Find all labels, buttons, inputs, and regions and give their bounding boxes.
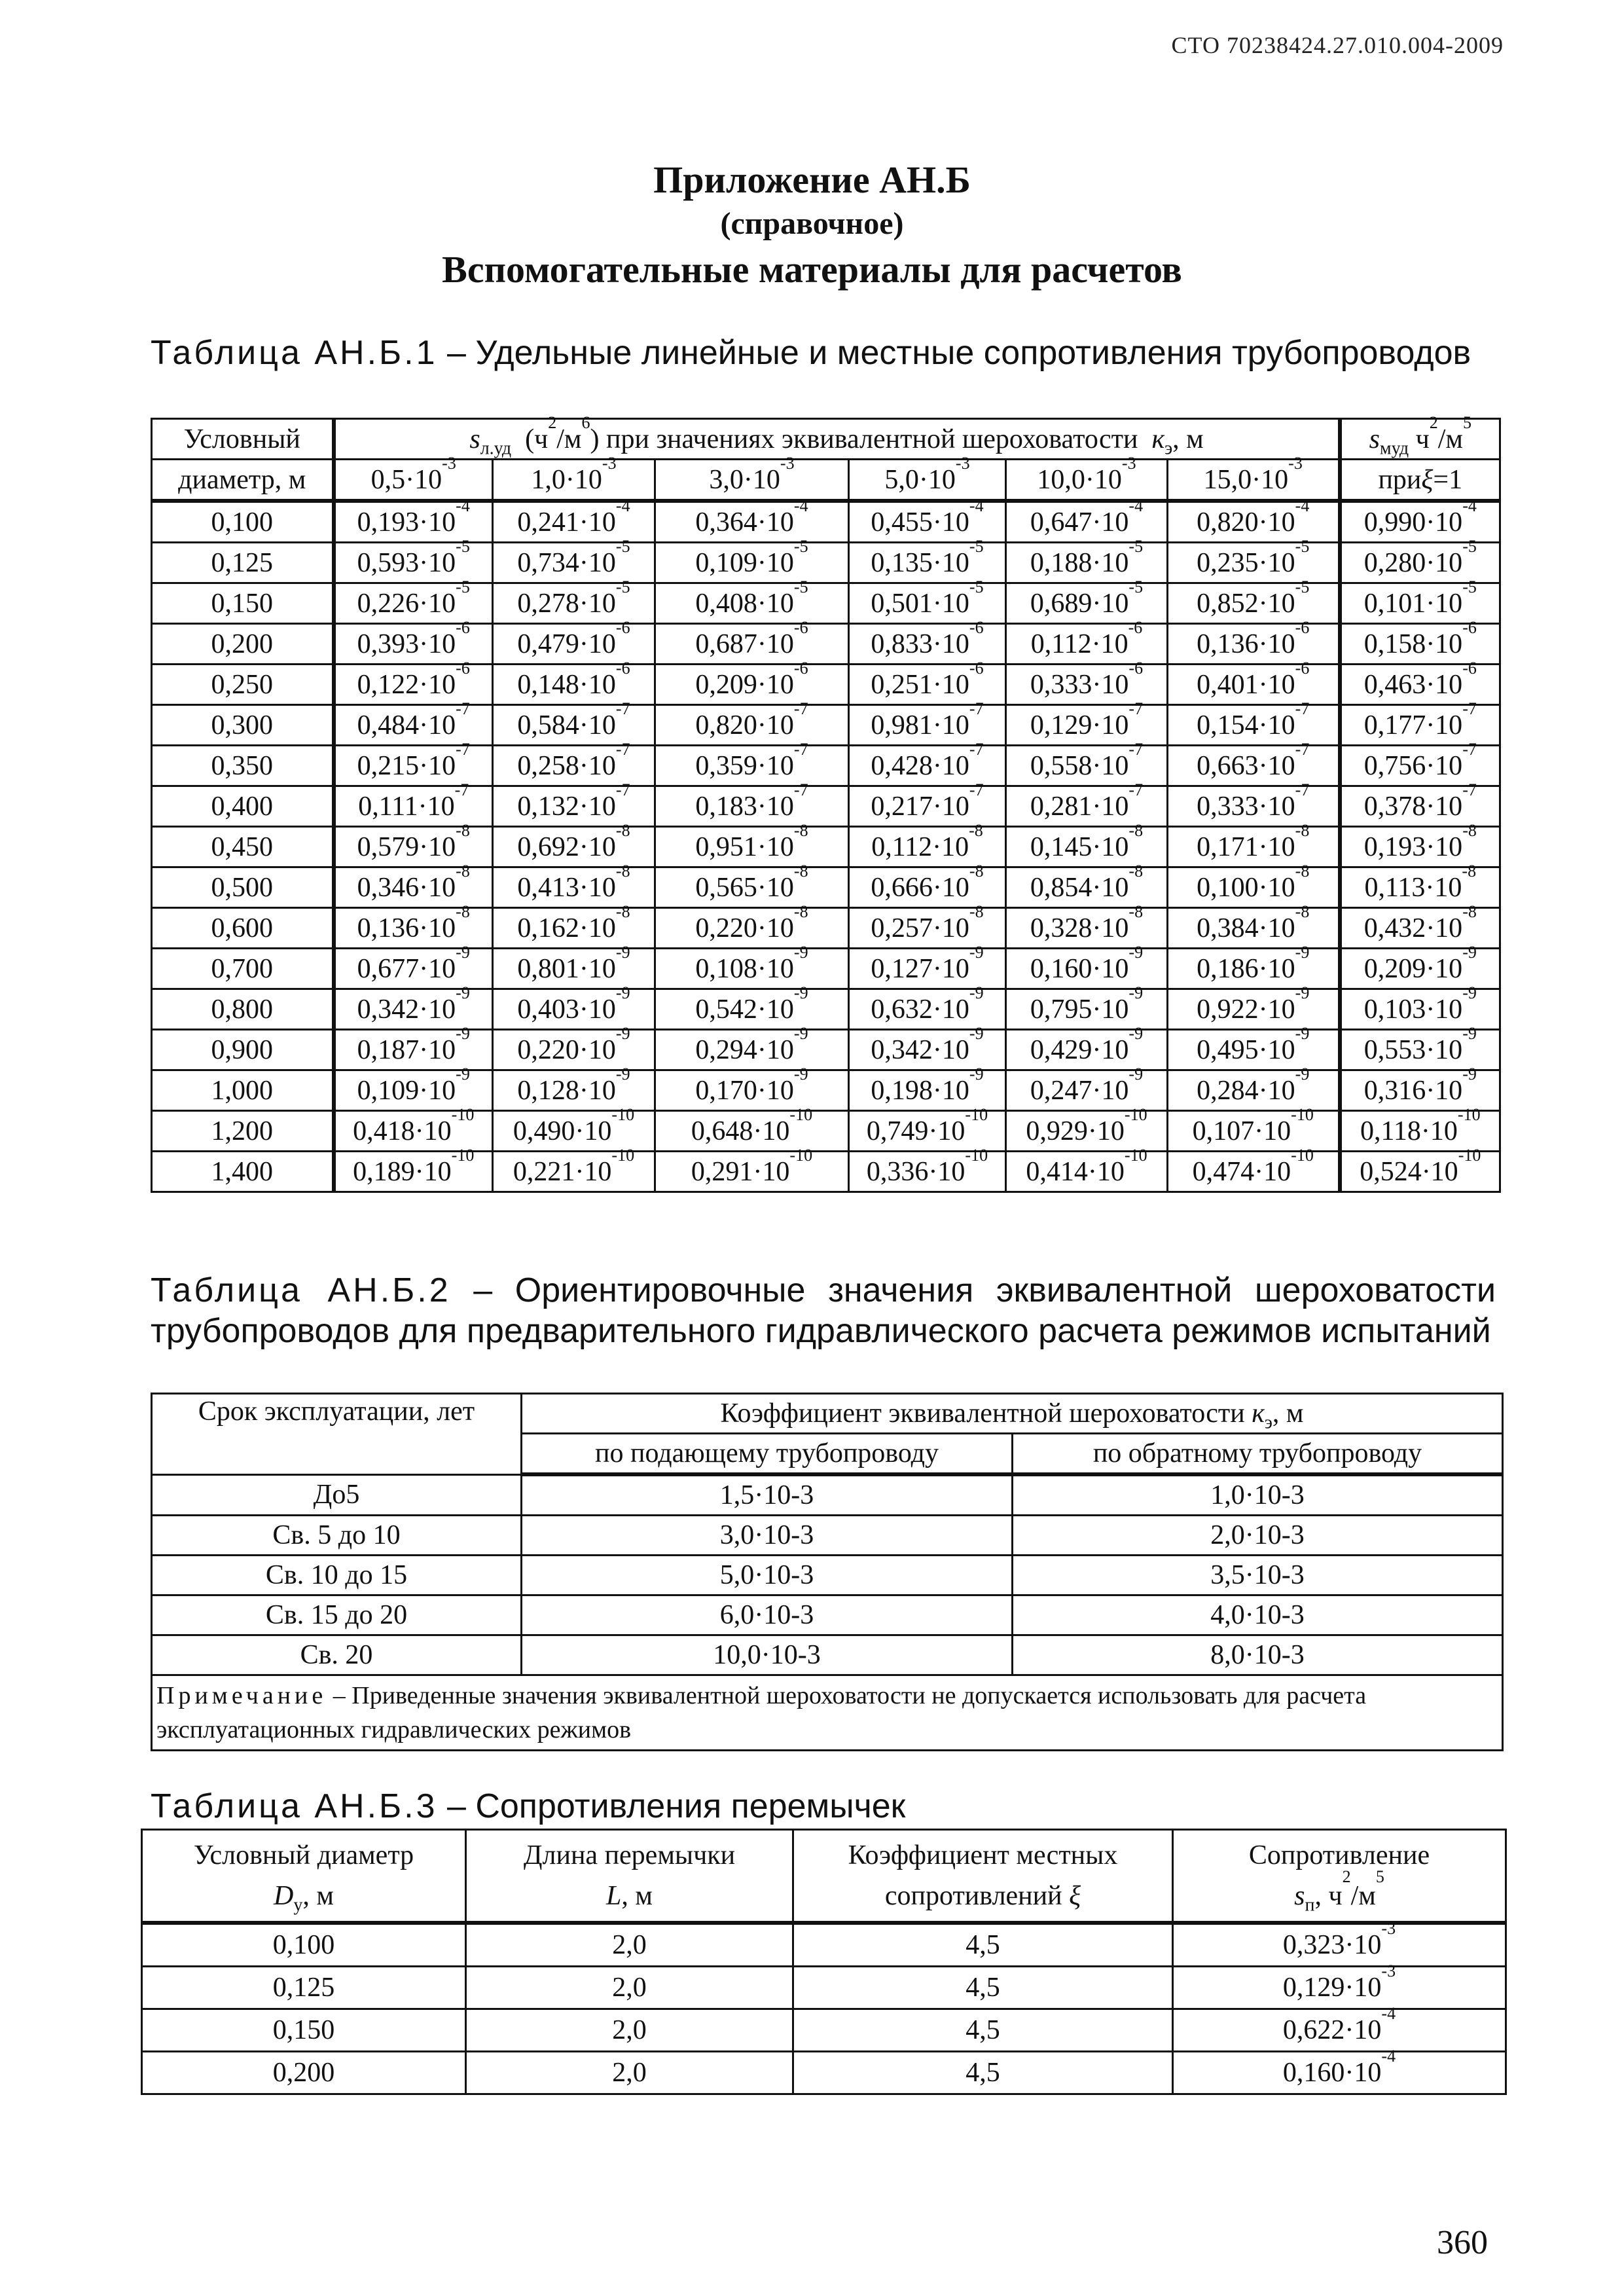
t1-value: $0,170\cdot 10^{-9}$ (655, 1070, 849, 1111)
t1-value: $0,384\cdot 10^{-8}$ (1168, 908, 1340, 949)
t3-head-diameter: Условный диаметр $D_у$, м (142, 1830, 466, 1923)
t1-row (152, 1152, 1500, 1192)
t1-value: $0,281\cdot 10^{-7}$ (1006, 786, 1168, 827)
t1-head-diameter-2: диаметр, м (152, 460, 334, 501)
t1-value: $0,852\cdot 10^{-5}$ (1168, 583, 1340, 624)
t1-value: $0,951\cdot 10^{-8}$ (655, 827, 849, 867)
t1-value: $0,929\cdot 10^{-10}$ (1006, 1111, 1168, 1152)
t1-value: $0,294\cdot 10^{-9}$ (655, 1030, 849, 1070)
t3-d: 0,200 (142, 2052, 466, 2094)
t1-value: $0,177\cdot 10^{-7}$ (1340, 705, 1500, 746)
t3-len: 2,0 (466, 1923, 793, 1967)
t2-supply: 1,5·10-3 (522, 1474, 1013, 1516)
t3-coef: 4,5 (793, 2009, 1173, 2052)
t1-value: $0,495\cdot 10^{-9}$ (1168, 1030, 1340, 1070)
table1-caption (151, 333, 1496, 373)
t1-value: $0,158\cdot 10^{-6}$ (1340, 624, 1500, 665)
t1-value: $0,215\cdot 10^{-7}$ (334, 746, 493, 786)
t1-value: $0,109\cdot 10^{-5}$ (655, 543, 849, 583)
t1-value: $0,501\cdot 10^{-5}$ (849, 583, 1006, 624)
table3-caption-text: – Сопротивления перемычек (437, 1787, 906, 1825)
t2-period: Св. 5 до 10 (152, 1516, 522, 1556)
t1-row (152, 501, 1500, 543)
t2-period: Св. 15 до 20 (152, 1595, 522, 1635)
t2-ret: 2,0·10-3 (1013, 1516, 1503, 1556)
t3-row (142, 1923, 1506, 1967)
table3-caption (151, 1786, 1496, 1827)
t2-note (152, 1675, 1503, 1751)
appendix-title: Приложение АН.Б (653, 158, 971, 201)
t1-value: $0,429\cdot 10^{-9}$ (1006, 1030, 1168, 1070)
appendix-kind: (справочное) (720, 206, 904, 241)
t3-row (142, 2052, 1506, 2094)
t1-head-roughness: $1,0\cdot 10^{-3}$ (493, 460, 655, 501)
t1-head-roughness: $3,0\cdot 10^{-3}$ (655, 460, 849, 501)
t1-value: $0,328\cdot 10^{-8}$ (1006, 908, 1168, 949)
t1-value: $0,647\cdot 10^{-4}$ (1006, 501, 1168, 543)
t1-head-roughness: $5,0\cdot 10^{-3}$ (849, 460, 1006, 501)
t1-value: $0,226\cdot 10^{-5}$ (334, 583, 493, 624)
t1-value: $0,346\cdot 10^{-8}$ (334, 867, 493, 908)
t2-period: Св. 10 до 15 (152, 1556, 522, 1595)
t1-value: $0,820\cdot 10^{-7}$ (655, 705, 849, 746)
t2-head-supply: по подающему трубопроводу (522, 1434, 1013, 1475)
t1-value: $0,145\cdot 10^{-8}$ (1006, 827, 1168, 867)
t1-value: $0,795\cdot 10^{-9}$ (1006, 989, 1168, 1030)
t2-supply: 6,0·10-3 (522, 1595, 1013, 1635)
t1-value: $0,107\cdot 10^{-10}$ (1168, 1111, 1340, 1152)
t3-resistance: $0,323\cdot 10^{-3}$ (1173, 1923, 1506, 1967)
t2-row (152, 1556, 1503, 1595)
t3-coef: 4,5 (793, 1967, 1173, 2009)
t1-value: $0,209\cdot 10^{-9}$ (1340, 949, 1500, 989)
t1-value: $0,990\cdot 10^{-4}$ (1340, 501, 1500, 543)
t1-value: $0,663\cdot 10^{-7}$ (1168, 746, 1340, 786)
t1-value: $0,193\cdot 10^{-8}$ (1340, 827, 1500, 867)
table3-caption-label: Таблица АН.Б.3 (151, 1787, 438, 1825)
t1-value: $0,414\cdot 10^{-10}$ (1006, 1152, 1168, 1192)
t1-value: $0,553\cdot 10^{-9}$ (1340, 1030, 1500, 1070)
table2-roughness (151, 1393, 1504, 1751)
t1-head-diameter-1: Условный (152, 419, 334, 460)
t1-value: $0,217\cdot 10^{-7}$ (849, 786, 1006, 827)
t1-diameter: 0,450 (152, 827, 334, 867)
t3-len: 2,0 (466, 2052, 793, 2094)
page-number: 360 (1437, 2224, 1488, 2261)
t1-value: $0,479\cdot 10^{-6}$ (493, 624, 655, 665)
t2-supply: 5,0·10-3 (522, 1556, 1013, 1595)
t2-ret: 3,5·10-3 (1013, 1556, 1503, 1595)
t2-row (152, 1595, 1503, 1635)
t3-len: 2,0 (466, 1967, 793, 2009)
table1-resistances (151, 412, 1501, 1193)
t1-value: $0,474\cdot 10^{-10}$ (1168, 1152, 1340, 1192)
t3-coef: 4,5 (793, 2052, 1173, 2094)
t1-value: $0,418\cdot 10^{-10}$ (334, 1111, 493, 1152)
t1-value: $0,291\cdot 10^{-10}$ (655, 1152, 849, 1192)
t1-value: $0,112\cdot 10^{-8}$ (849, 827, 1006, 867)
t1-diameter: 1,000 (152, 1070, 334, 1111)
t2-ret: 8,0·10-3 (1013, 1635, 1503, 1675)
t1-value: $0,524\cdot 10^{-10}$ (1340, 1152, 1500, 1192)
t1-value: $0,463\cdot 10^{-6}$ (1340, 665, 1500, 705)
t3-resistance: $0,129\cdot 10^{-3}$ (1173, 1967, 1506, 2009)
t1-diameter: 0,125 (152, 543, 334, 583)
t3-resistance: $0,622\cdot 10^{-4}$ (1173, 2009, 1506, 2052)
t1-diameter: 0,400 (152, 786, 334, 827)
t1-diameter: 0,250 (152, 665, 334, 705)
t1-value: $0,316\cdot 10^{-9}$ (1340, 1070, 1500, 1111)
document-code: СТО 70238424.27.010.004-2009 (1171, 32, 1504, 58)
appendix-titles (0, 157, 1624, 295)
t1-head-local: $s_{муд}$ $ч^2/м^5$ (1340, 419, 1500, 460)
t1-value: $0,692\cdot 10^{-8}$ (493, 827, 655, 867)
t3-head-resistance: Сопротивление $s_п$, $ч^2/м^5$ (1173, 1830, 1506, 1923)
t1-head-local-cond: приξ=1 (1340, 460, 1500, 501)
t1-diameter: 0,150 (152, 583, 334, 624)
t1-value: $0,111\cdot 10^{-7}$ (334, 786, 493, 827)
t1-value: $0,186\cdot 10^{-9}$ (1168, 949, 1340, 989)
t1-value: $0,666\cdot 10^{-8}$ (849, 867, 1006, 908)
t1-diameter: 1,400 (152, 1152, 334, 1192)
t1-value: $0,136\cdot 10^{-6}$ (1168, 624, 1340, 665)
t1-value: $0,189\cdot 10^{-10}$ (334, 1152, 493, 1192)
t2-supply: 3,0·10-3 (522, 1516, 1013, 1556)
t1-value: $0,148\cdot 10^{-6}$ (493, 665, 655, 705)
t1-value: $0,579\cdot 10^{-8}$ (334, 827, 493, 867)
t1-value: $0,749\cdot 10^{-10}$ (849, 1111, 1006, 1152)
t1-value: $0,109\cdot 10^{-9}$ (334, 1070, 493, 1111)
t1-value: $0,220\cdot 10^{-9}$ (493, 1030, 655, 1070)
t1-value: $0,632\cdot 10^{-9}$ (849, 989, 1006, 1030)
t1-value: $0,455\cdot 10^{-4}$ (849, 501, 1006, 543)
t1-value: $0,183\cdot 10^{-7}$ (655, 786, 849, 827)
t1-value: $0,132\cdot 10^{-7}$ (493, 786, 655, 827)
t1-value: $0,162\cdot 10^{-8}$ (493, 908, 655, 949)
t1-value: $0,593\cdot 10^{-5}$ (334, 543, 493, 583)
t3-row (142, 2009, 1506, 2052)
t1-value: $0,677\cdot 10^{-9}$ (334, 949, 493, 989)
t1-value: $0,359\cdot 10^{-7}$ (655, 746, 849, 786)
t1-value: $0,432\cdot 10^{-8}$ (1340, 908, 1500, 949)
table2-caption (151, 1270, 1496, 1351)
t1-head-linear: $s_{л.уд}$ $(ч^2/м^6)$ при значениях эквивалентной шероховатости $к_э$, м (334, 419, 1340, 460)
t1-value: $0,428\cdot 10^{-7}$ (849, 746, 1006, 786)
t1-value: $0,648\cdot 10^{-10}$ (655, 1111, 849, 1152)
t1-value: $0,922\cdot 10^{-9}$ (1168, 989, 1340, 1030)
t2-row (152, 1474, 1503, 1516)
t1-value: $0,103\cdot 10^{-9}$ (1340, 989, 1500, 1030)
t2-period: До5 (152, 1474, 522, 1516)
t1-value: $0,198\cdot 10^{-9}$ (849, 1070, 1006, 1111)
table1-caption-label: Таблица АН.Б.1 (151, 334, 438, 372)
t1-value: $0,258\cdot 10^{-7}$ (493, 746, 655, 786)
t1-value: $0,378\cdot 10^{-7}$ (1340, 786, 1500, 827)
t1-value: $0,128\cdot 10^{-9}$ (493, 1070, 655, 1111)
table2-caption-text: – Ориентировочные значения эквивалентной шероховатости трубопроводов для предварительного гидравлического расчета режимов испытаний (151, 1271, 1496, 1350)
t1-value: $0,342\cdot 10^{-9}$ (334, 989, 493, 1030)
t1-value: $0,113\cdot 10^{-8}$ (1340, 867, 1500, 908)
t1-value: $0,193\cdot 10^{-4}$ (334, 501, 493, 543)
t2-ret: 4,0·10-3 (1013, 1595, 1503, 1635)
t1-value: $0,127\cdot 10^{-9}$ (849, 949, 1006, 989)
t1-value: $0,333\cdot 10^{-7}$ (1168, 786, 1340, 827)
t2-supply: 10,0·10-3 (522, 1635, 1013, 1675)
t1-value: $0,333\cdot 10^{-6}$ (1006, 665, 1168, 705)
t3-d: 0,150 (142, 2009, 466, 2052)
t2-ret: 1,0·10-3 (1013, 1474, 1503, 1516)
t1-diameter: 0,800 (152, 989, 334, 1030)
t1-value: $0,280\cdot 10^{-5}$ (1340, 543, 1500, 583)
t1-value: $0,565\cdot 10^{-8}$ (655, 867, 849, 908)
t1-value: $0,129\cdot 10^{-7}$ (1006, 705, 1168, 746)
t1-value: $0,278\cdot 10^{-5}$ (493, 583, 655, 624)
t1-value: $0,188\cdot 10^{-5}$ (1006, 543, 1168, 583)
t1-value: $0,403\cdot 10^{-9}$ (493, 989, 655, 1030)
t2-period: Св. 20 (152, 1635, 522, 1675)
t1-value: $0,221\cdot 10^{-10}$ (493, 1152, 655, 1192)
t1-value: $0,122\cdot 10^{-6}$ (334, 665, 493, 705)
t1-value: $0,981\cdot 10^{-7}$ (849, 705, 1006, 746)
t1-value: $0,209\cdot 10^{-6}$ (655, 665, 849, 705)
t3-coef: 4,5 (793, 1923, 1173, 1967)
t1-value: $0,257\cdot 10^{-8}$ (849, 908, 1006, 949)
t1-value: $0,187\cdot 10^{-9}$ (334, 1030, 493, 1070)
t1-head-roughness: $0,5\cdot 10^{-3}$ (334, 460, 493, 501)
t3-d: 0,125 (142, 1967, 466, 2009)
t1-value: $0,413\cdot 10^{-8}$ (493, 867, 655, 908)
t3-resistance: $0,160\cdot 10^{-4}$ (1173, 2052, 1506, 2094)
t1-diameter: 0,500 (152, 867, 334, 908)
t1-value: $0,854\cdot 10^{-8}$ (1006, 867, 1168, 908)
appendix-name: Вспомогательные материалы для расчетов (442, 248, 1182, 291)
t2-row (152, 1635, 1503, 1675)
t1-value: $0,484\cdot 10^{-7}$ (334, 705, 493, 746)
t1-diameter: 0,700 (152, 949, 334, 989)
t2-head-period: Срок эксплуатации, лет (152, 1394, 522, 1475)
t1-diameter: 0,350 (152, 746, 334, 786)
t2-head-coef: Коэффициент эквивалентной шероховатости $к_э$, м (522, 1394, 1503, 1434)
t2-note-text: – Приведенные значения эквивалентной шероховатости не допускается использовать для расчета эксплуатационных гидравлических режимов (156, 1682, 1367, 1743)
t1-value: $0,393\cdot 10^{-6}$ (334, 624, 493, 665)
t1-value: $0,154\cdot 10^{-7}$ (1168, 705, 1340, 746)
t1-value: $0,336\cdot 10^{-10}$ (849, 1152, 1006, 1192)
t2-head-return: по обратному трубопроводу (1013, 1434, 1503, 1475)
t1-value: $0,401\cdot 10^{-6}$ (1168, 665, 1340, 705)
t1-value: $0,364\cdot 10^{-4}$ (655, 501, 849, 543)
t1-value: $0,687\cdot 10^{-6}$ (655, 624, 849, 665)
t1-diameter: 0,100 (152, 501, 334, 543)
t3-d: 0,100 (142, 1923, 466, 1967)
t1-value: $0,584\cdot 10^{-7}$ (493, 705, 655, 746)
t1-value: $0,801\cdot 10^{-9}$ (493, 949, 655, 989)
t1-value: $0,241\cdot 10^{-4}$ (493, 501, 655, 543)
t1-value: $0,833\cdot 10^{-6}$ (849, 624, 1006, 665)
t1-value: $0,490\cdot 10^{-10}$ (493, 1111, 655, 1152)
t1-value: $0,101\cdot 10^{-5}$ (1340, 583, 1500, 624)
t1-head-roughness: $15,0\cdot 10^{-3}$ (1168, 460, 1340, 501)
t1-value: $0,118\cdot 10^{-10}$ (1340, 1111, 1500, 1152)
t1-value: $0,160\cdot 10^{-9}$ (1006, 949, 1168, 989)
t3-head-length: Длина перемычки L, м (466, 1830, 793, 1923)
t1-value: $0,542\cdot 10^{-9}$ (655, 989, 849, 1030)
t1-value: $0,171\cdot 10^{-8}$ (1168, 827, 1340, 867)
t1-value: $0,108\cdot 10^{-9}$ (655, 949, 849, 989)
table3-jumpers (141, 1829, 1507, 2095)
t1-value: $0,689\cdot 10^{-5}$ (1006, 583, 1168, 624)
t1-value: $0,558\cdot 10^{-7}$ (1006, 746, 1168, 786)
t1-value: $0,235\cdot 10^{-5}$ (1168, 543, 1340, 583)
t1-value: $0,247\cdot 10^{-9}$ (1006, 1070, 1168, 1111)
t1-value: $0,136\cdot 10^{-8}$ (334, 908, 493, 949)
t1-value: $0,112\cdot 10^{-6}$ (1006, 624, 1168, 665)
t1-value: $0,284\cdot 10^{-9}$ (1168, 1070, 1340, 1111)
t1-value: $0,820\cdot 10^{-4}$ (1168, 501, 1340, 543)
t1-value: $0,135\cdot 10^{-5}$ (849, 543, 1006, 583)
t2-row (152, 1516, 1503, 1556)
table1-caption-text: – Удельные линейные и местные сопротивления трубопроводов (437, 334, 1471, 372)
t1-diameter: 0,200 (152, 624, 334, 665)
t1-value: $0,220\cdot 10^{-8}$ (655, 908, 849, 949)
t1-diameter: 0,300 (152, 705, 334, 746)
t1-value: $0,100\cdot 10^{-8}$ (1168, 867, 1340, 908)
t1-diameter: 0,900 (152, 1030, 334, 1070)
t2-note-label: Примечание (156, 1682, 327, 1709)
t1-value: $0,342\cdot 10^{-9}$ (849, 1030, 1006, 1070)
t3-head-coef: Коэффициент местных сопротивлений ξ (793, 1830, 1173, 1923)
t1-diameter: 1,200 (152, 1111, 334, 1152)
t3-row (142, 1967, 1506, 2009)
t1-head-roughness: $10,0\cdot 10^{-3}$ (1006, 460, 1168, 501)
t1-value: $0,408\cdot 10^{-5}$ (655, 583, 849, 624)
t1-value: $0,734\cdot 10^{-5}$ (493, 543, 655, 583)
table2-caption-label: Таблица АН.Б.2 (151, 1271, 451, 1309)
t1-value: $0,251\cdot 10^{-6}$ (849, 665, 1006, 705)
t3-len: 2,0 (466, 2009, 793, 2052)
t1-value: $0,756\cdot 10^{-7}$ (1340, 746, 1500, 786)
t1-diameter: 0,600 (152, 908, 334, 949)
